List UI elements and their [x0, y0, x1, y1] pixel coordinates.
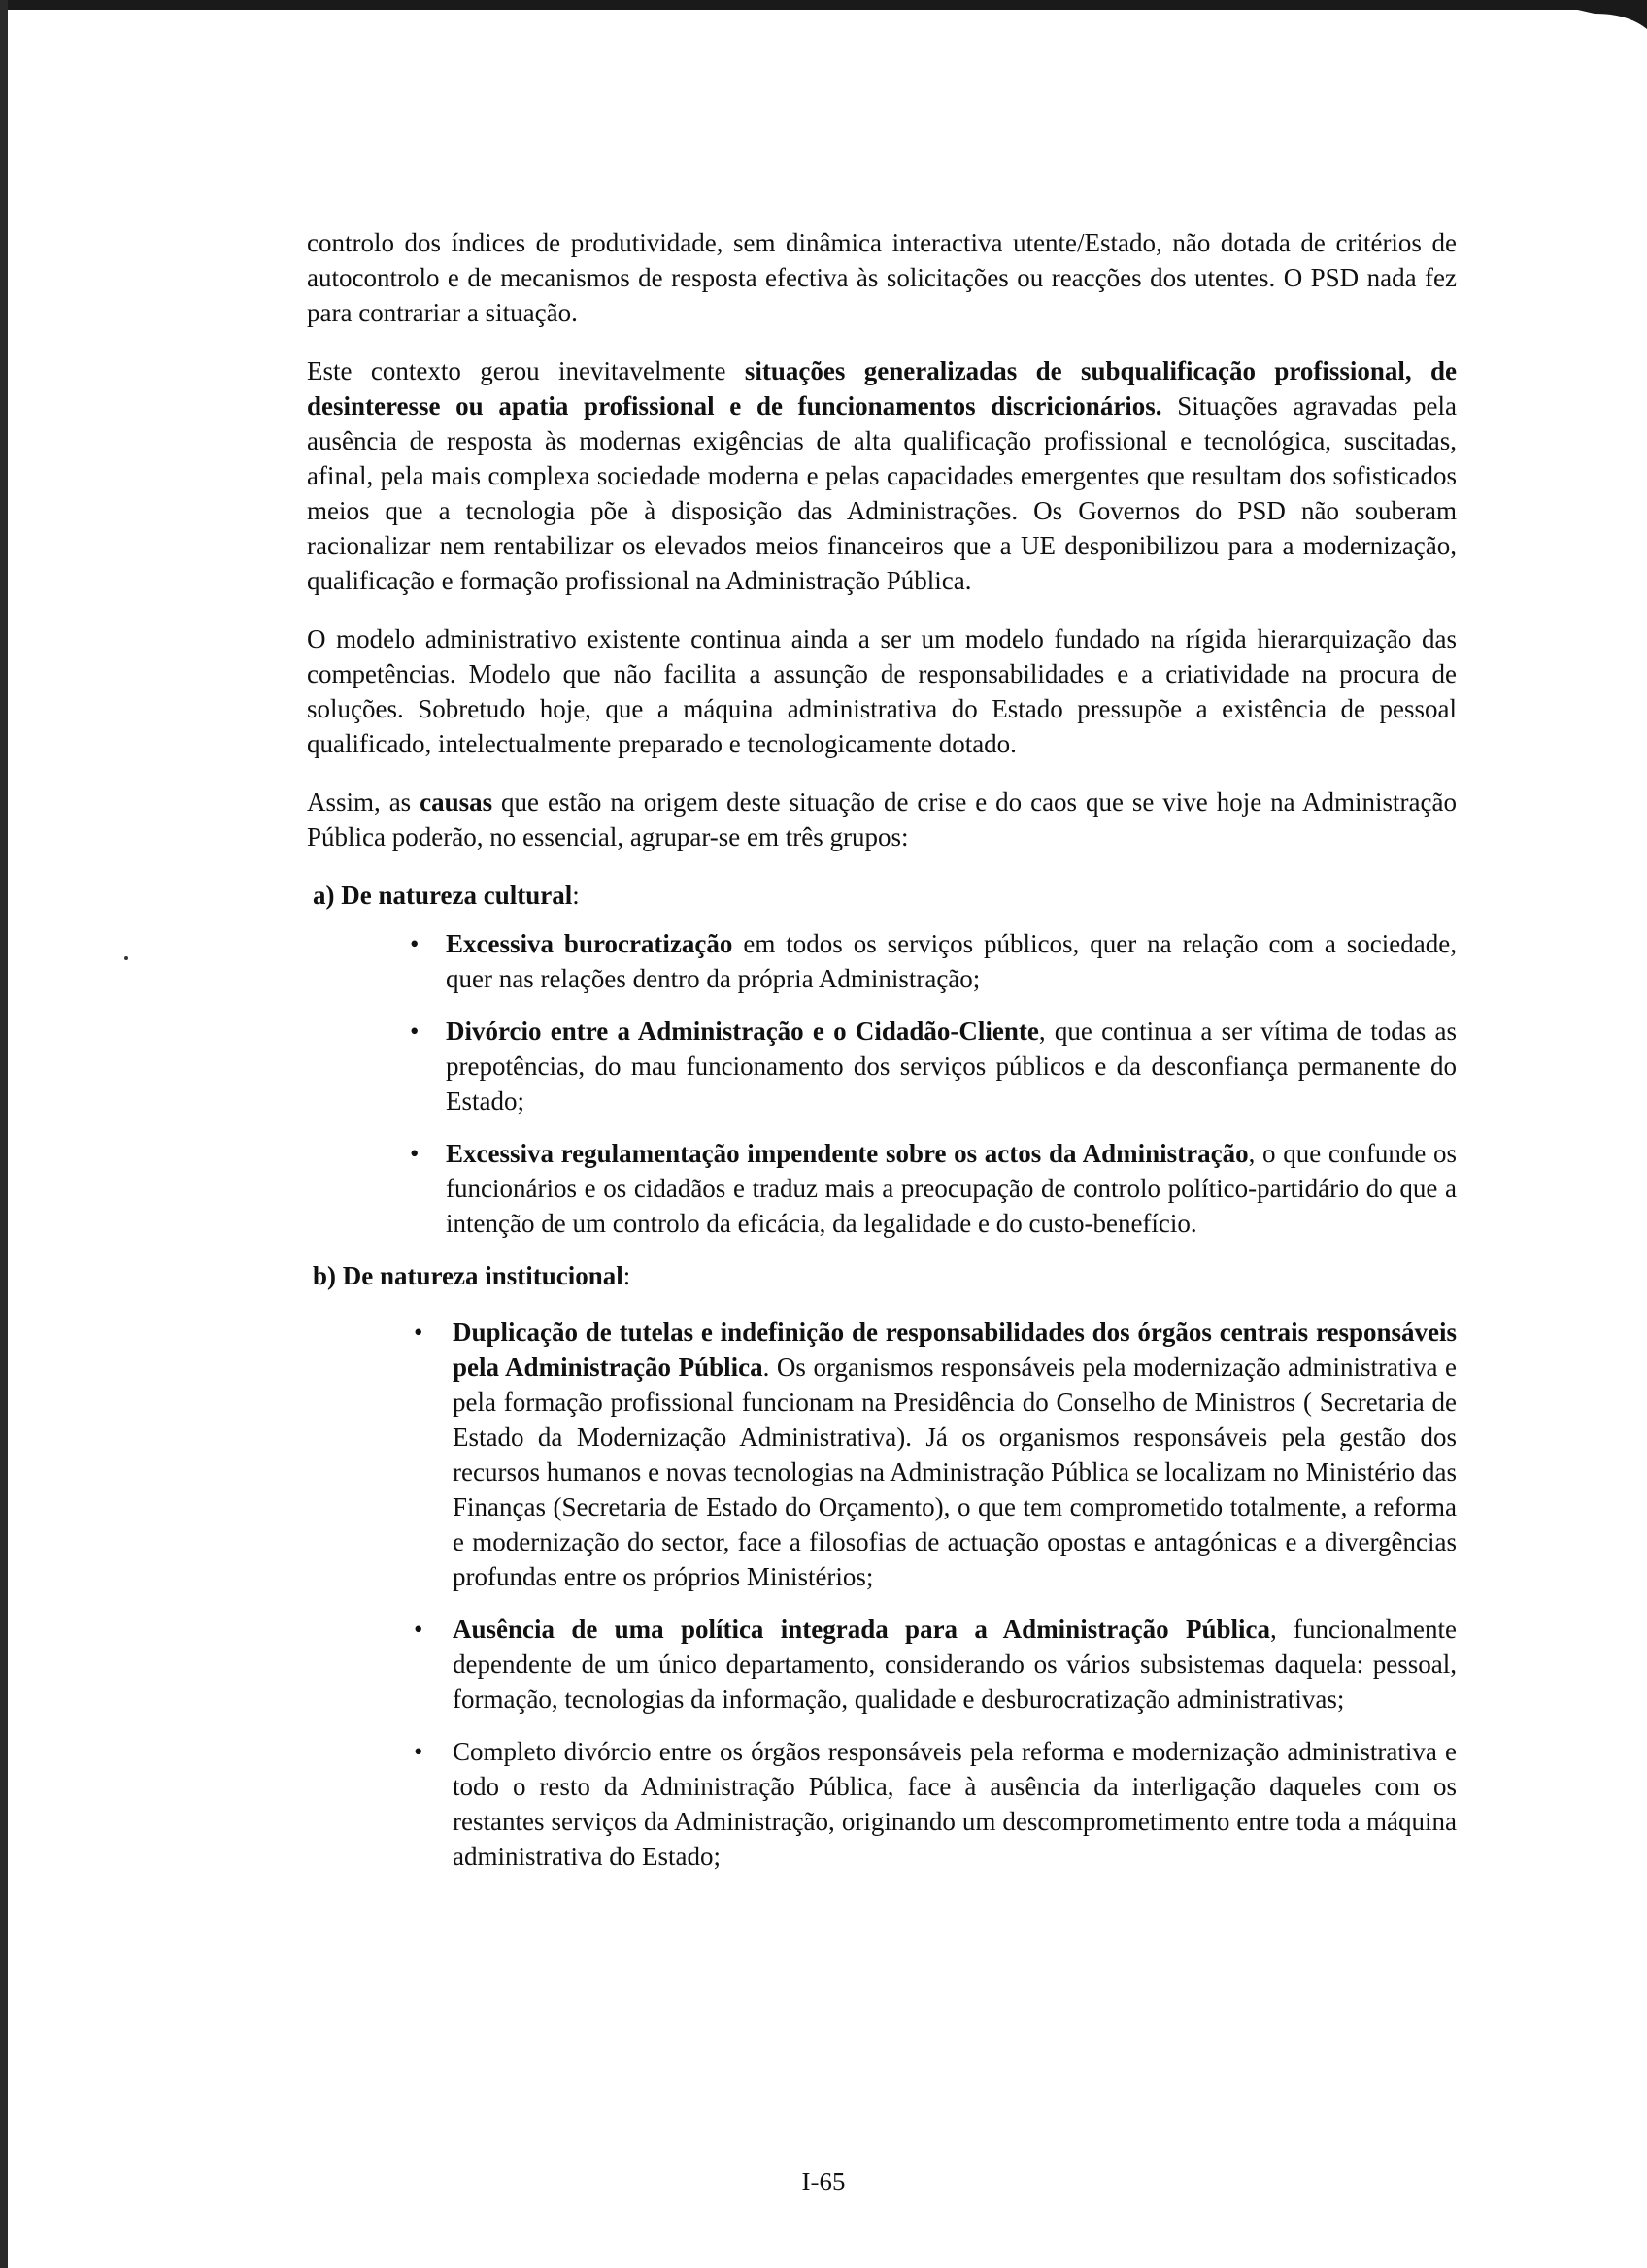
- bullet-icon: •: [410, 1139, 420, 1168]
- page-number: I-65: [801, 2167, 846, 2196]
- bullet-icon: •: [414, 1737, 423, 1766]
- bullet-icon: •: [414, 1317, 423, 1347]
- list-item: [307, 1734, 1457, 1874]
- section-heading-text: a) De natureza cultural: [313, 881, 573, 910]
- paragraph: controlo dos índices de produtividade, sem dinâmica interactiva utente/Estado, não dotada de critérios de autocontrolo e de mecanismos de resposta efectiva às solicitações ou reacções dos utentes. O PSD nada fez para contrariar a situação.: [307, 228, 1457, 327]
- list-item-text: em todos os serviços públicos, quer na relação com a sociedade, quer nas relações dentro da própria Administração;: [446, 929, 1457, 993]
- list-item-emphasis: Duplicação de tutelas e indefinição de responsabilidades dos órgãos centrais responsáveis pela Administração Pública: [453, 1317, 1457, 1382]
- paragraph-text: Assim, as: [307, 787, 420, 817]
- paragraph-text: Situações agravadas pela ausência de resposta às modernas exigências de alta qualificação profissional e tecnológica, suscitadas, afinal, pela mais complexa sociedade moderna e pelas capacidades emergentes que resultam dos sofisticados meios que a tecnologia põe à disposição das Administrações. Os Governos do PSD não souberam racionalizar nem rentabilizar os elevados meios financeiros que a UE desponibilizou para a modernização, qualificação e formação profissional na Administração Pública.: [307, 391, 1457, 595]
- list-item-emphasis: Ausência de uma política integrada para a Administração Pública: [453, 1615, 1270, 1644]
- section-heading-institutional: [313, 1258, 1457, 1293]
- paragraph-emphasis: situações generalizadas de subqualificação profissional, de desinteresse ou apatia profissional e de funcionamentos discricionários.: [307, 356, 1458, 420]
- bullet-icon: •: [410, 1017, 420, 1046]
- paragraph-text: Este contexto gerou inevitavelmente: [307, 356, 745, 385]
- section-heading-cultural: [313, 878, 1457, 913]
- list-item-emphasis: Divórcio entre a Administração e o Cidadão-Cliente: [446, 1017, 1039, 1046]
- scan-speck: [124, 956, 128, 960]
- bullet-list-cultural: [307, 926, 1457, 1241]
- list-item: [307, 1136, 1457, 1241]
- list-item-emphasis: Excessiva burocratização: [446, 929, 733, 958]
- section-heading-text: b) De natureza institucional: [313, 1261, 623, 1290]
- section-heading-colon: :: [622, 1261, 631, 1290]
- list-item: [307, 926, 1457, 996]
- bullet-icon: •: [414, 1615, 423, 1644]
- paragraph-emphasis: causas: [420, 787, 493, 817]
- document-body: [307, 225, 1457, 1891]
- list-item-emphasis: Excessiva regulamentação impendente sobre os actos da Administração: [446, 1139, 1249, 1168]
- paragraph: [307, 353, 1457, 598]
- paragraph: [307, 784, 1457, 854]
- list-item-text: , o que confunde os funcionários e os cidadãos e traduz mais a preocupação de controlo político-partidário do que a intenção de um controlo da eficácia, da legalidade e do custo-benefício.: [446, 1139, 1458, 1238]
- scan-border-top: [0, 0, 1647, 10]
- bullet-list-institutional: [307, 1315, 1457, 1874]
- scan-border-left: [0, 0, 8, 2268]
- list-item-text: Completo divórcio entre os órgãos responsáveis pela reforma e modernização administrativa e todo o resto da Administração Pública, face à ausência da interligação daqueles com os restantes serviços da Administração, originando um descomprometimento entre toda a máquina administrativa do Estado;: [453, 1737, 1457, 1871]
- paragraph-text: que estão na origem deste situação de crise e do caos que se vive hoje na Administração Pública poderão, no essencial, agrupar-se em três grupos:: [307, 787, 1457, 851]
- list-item-text: . Os organismos responsáveis pela modernização administrativa e pela formação profissional funcionam na Presidência do Conselho de Ministros ( Secretaria de Estado da Modernização Administrativa). Já os organismos responsáveis pela gestão dos recursos humanos e novas tecnologias na Administração Pública se localizam no Ministério das Finanças (Secretaria de Estado do Orçamento), o que tem comprometido totalmente, a reforma e modernização do sector, face a filosofias de actuação opostas e antagónicas e a divergências profundas entre os próprios Ministérios;: [453, 1352, 1457, 1591]
- list-item: [307, 1014, 1457, 1118]
- corner-fold-mark: [1569, 0, 1647, 58]
- list-item-text: , funcionalmente dependente de um único departamento, considerando os vários subsistemas daquela: pessoal, formação, tecnologias da informação, qualidade e desburocratização administrativas;: [453, 1615, 1457, 1714]
- paragraph: O modelo administrativo existente continua ainda a ser um modelo fundado na rígida hierarquização das competências. Modelo que não facilita a assunção de responsabilidades e a criatividade na procura de soluções. Sobretudo hoje, que a máquina administrativa do Estado pressupõe a existência de pessoal qualificado, intelectualmente preparado e tecnologicamente dotado.: [307, 624, 1457, 758]
- list-item-text: , que continua a ser vítima de todas as prepotências, do mau funcionamento dos serviços públicos e da desconfiança permanente do Estado;: [446, 1017, 1457, 1116]
- bullet-icon: •: [410, 929, 420, 958]
- list-item: [307, 1612, 1457, 1717]
- list-item: [307, 1315, 1457, 1594]
- section-heading-colon: :: [572, 881, 580, 910]
